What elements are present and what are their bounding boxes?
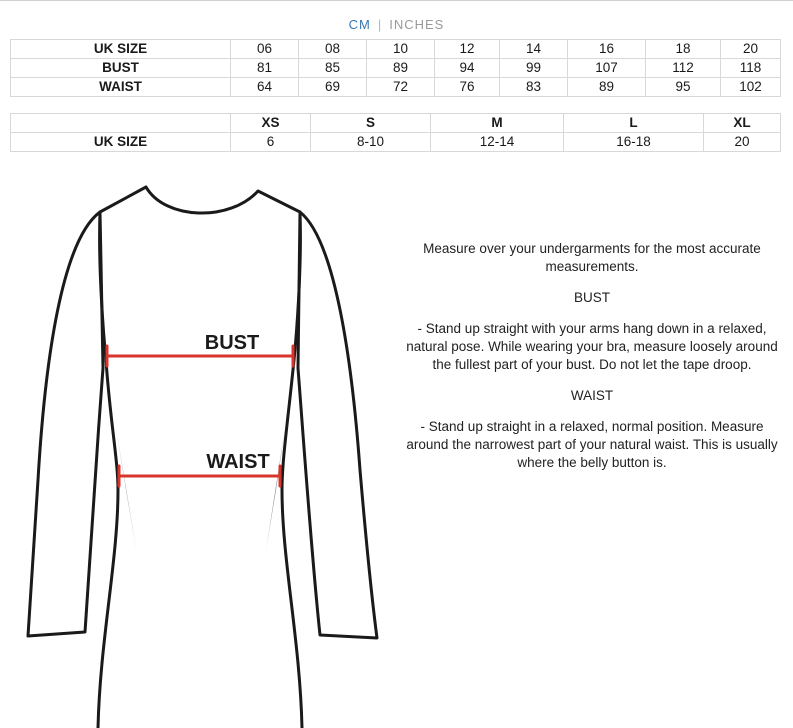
unit-separator: | — [377, 17, 383, 32]
garment-diagram — [0, 160, 400, 728]
table-cell: 118 — [721, 59, 781, 78]
waist-heading: WAIST — [570, 388, 614, 403]
table-cell: 16 — [568, 40, 646, 59]
unit-inches-button[interactable]: INCHES — [389, 17, 445, 32]
row-label: WAIST — [11, 78, 231, 97]
table-row — [11, 59, 781, 78]
table-cell: 89 — [568, 78, 646, 97]
table-cell: 12 — [435, 40, 500, 59]
table-cell: 95 — [646, 78, 721, 97]
bust-label: BUST — [204, 332, 260, 354]
column-header: L — [564, 114, 704, 133]
table-cell: 89 — [367, 59, 435, 78]
column-header: S — [311, 114, 431, 133]
table-cell: 76 — [435, 78, 500, 97]
table-cell: 16-18 — [564, 133, 704, 152]
table-header-row — [11, 114, 781, 133]
waist-label: WAIST — [206, 451, 270, 473]
row-label: UK SIZE — [11, 133, 231, 152]
table-cell: 99 — [500, 59, 568, 78]
unit-cm-button[interactable]: CM — [348, 17, 371, 32]
header-empty-cell — [11, 114, 231, 133]
table-cell: 107 — [568, 59, 646, 78]
table-cell: 69 — [299, 78, 367, 97]
garment-left-side — [98, 212, 118, 728]
table-cell: 94 — [435, 59, 500, 78]
table-cell: 102 — [721, 78, 781, 97]
table-cell: 20 — [721, 40, 781, 59]
table-cell: 81 — [231, 59, 299, 78]
measuring-instructions — [402, 240, 782, 485]
column-header: XL — [704, 114, 781, 133]
table-cell: 72 — [367, 78, 435, 97]
instructions-intro: Measure over your undergarments for the most accurate measurements. — [423, 241, 761, 274]
table-cell: 64 — [231, 78, 299, 97]
bust-instructions: - Stand up straight with your arms hang down in a relaxed, natural pose. While wearing your bra, measure loosely around the fullest part of your bust. Do not let the tape droop. — [406, 321, 778, 372]
table-cell: 14 — [500, 40, 568, 59]
table-cell: 112 — [646, 59, 721, 78]
unit-toggle — [0, 17, 793, 32]
garment-right-side — [282, 212, 302, 728]
table-cell: 08 — [299, 40, 367, 59]
letter-size-chart — [10, 113, 781, 152]
row-label: UK SIZE — [11, 40, 231, 59]
uk-size-chart — [10, 39, 781, 97]
table-row — [11, 40, 781, 59]
bust-heading: BUST — [573, 290, 610, 305]
table-row — [11, 133, 781, 152]
table-cell: 83 — [500, 78, 568, 97]
top-divider — [0, 0, 793, 1]
row-label: BUST — [11, 59, 231, 78]
garment-outline — [28, 187, 377, 638]
table-cell: 20 — [704, 133, 781, 152]
table-cell: 6 — [231, 133, 311, 152]
column-header: M — [431, 114, 564, 133]
table-cell: 10 — [367, 40, 435, 59]
table-cell: 12-14 — [431, 133, 564, 152]
waist-instructions: - Stand up straight in a relaxed, normal position. Measure around the narrowest part of your natural waist. This is usually where the belly button is. — [406, 419, 778, 470]
table-cell: 85 — [299, 59, 367, 78]
table-cell: 18 — [646, 40, 721, 59]
table-row — [11, 78, 781, 97]
table-cell: 06 — [231, 40, 299, 59]
column-header: XS — [231, 114, 311, 133]
table-cell: 8-10 — [311, 133, 431, 152]
